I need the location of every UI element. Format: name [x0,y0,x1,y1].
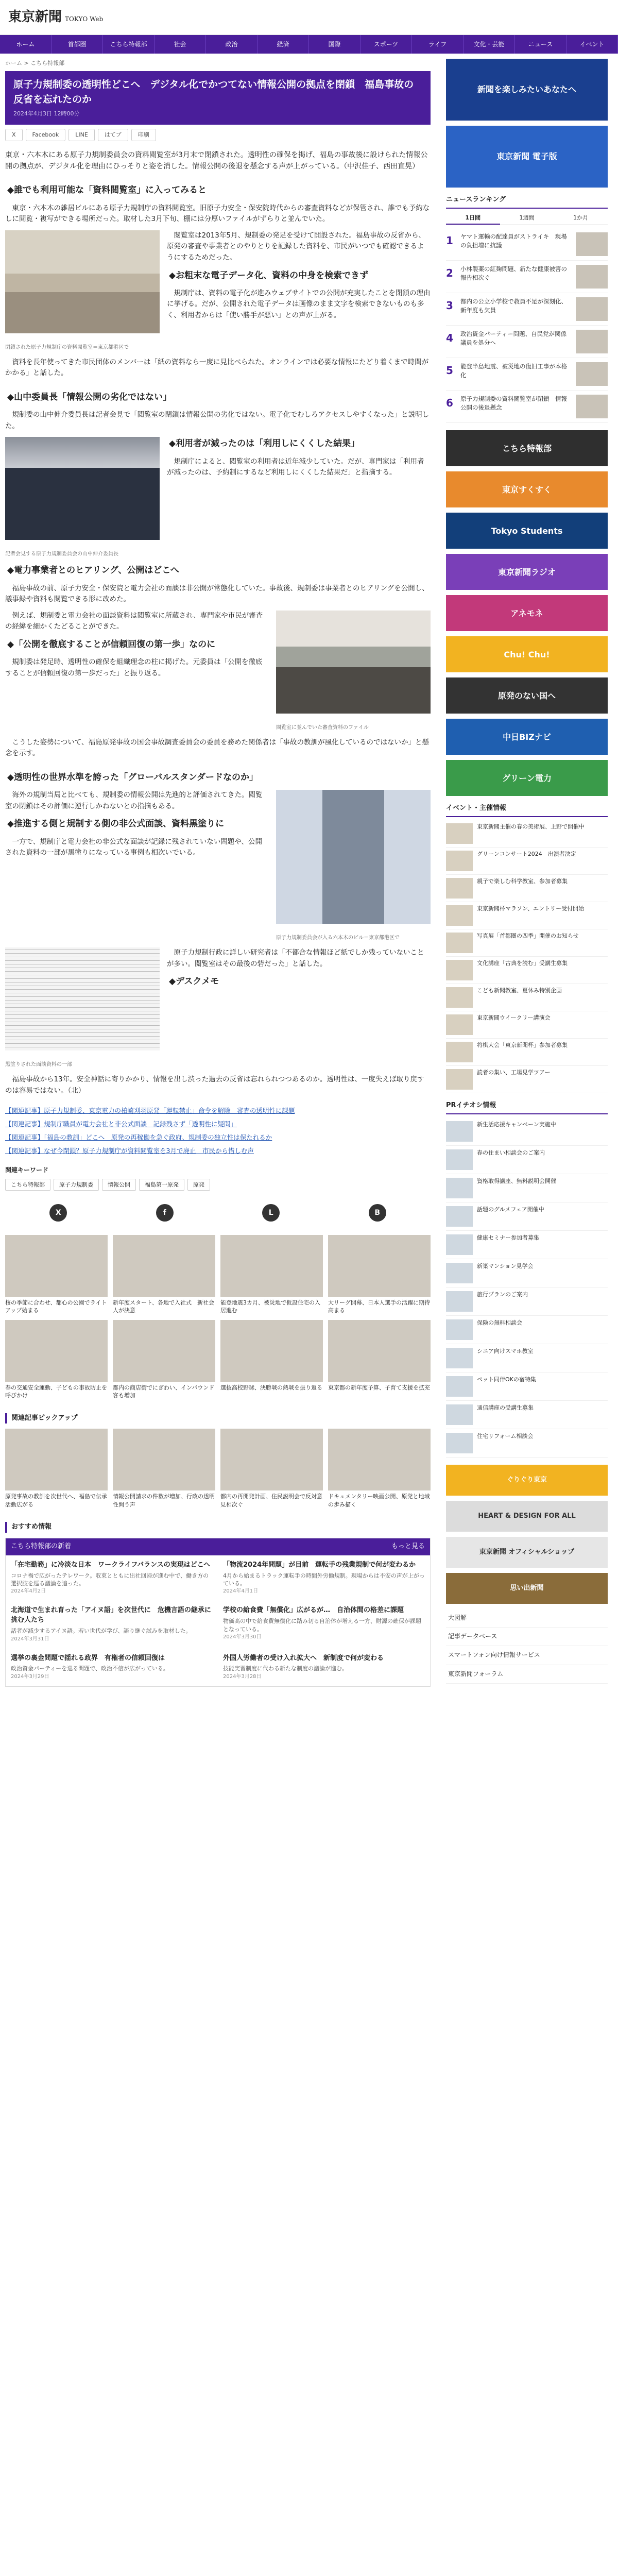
related-links [5,1106,431,1156]
small-banner[interactable]: 東京新聞 オフィシャルショップ [446,1537,608,1568]
share-button[interactable]: 印刷 [131,129,156,141]
paragraph: 福島事故から13年。安全神話に寄りかかり、情報を出し渋った過去の反省は忘れられつつあるのか。透明性は、一度失えば取り戻すのは容易ではない。（北） [5,1075,424,1095]
news-card[interactable] [328,1429,431,1509]
new-articles-box [5,1538,431,1687]
nav-item[interactable]: 国際 [309,35,360,54]
event-thumbnail [446,960,473,980]
event-title: グリーンコンサート2024 出演者決定 [477,851,576,858]
sidebar-banner[interactable]: アネモネ [446,595,608,631]
paragraph: 海外の規制当局と比べても、規制委の情報公開は先進的と評価されてきた。閲覧室の閉鎖はその評価に逆行しかねないとの指摘もある。 [5,791,263,810]
pr-thumbnail [446,1178,473,1198]
news-grid [5,1235,431,1400]
sns-icon[interactable]: B [369,1204,386,1222]
keyword-tag[interactable]: 原発 [187,1179,210,1191]
news-card[interactable] [113,1320,215,1400]
new-article-date: 2024年4月1日 [223,1588,259,1595]
card-title: 東京都の新年度予算、子育て支援を拡充 [328,1384,430,1391]
keyword-tags [5,1179,431,1191]
rank-thumbnail [576,232,608,256]
nav-item[interactable]: 文化・芸能 [464,35,515,54]
rank-number: 2 [446,267,453,280]
related-link[interactable]: 【関連記事】なぜ今閉鎖？原子力規制庁が資料閲覧室を3月で廃止 市民から惜しむ声 [5,1147,254,1155]
sidebar-banner[interactable]: 中日BIZナビ [446,719,608,755]
nav-item[interactable]: 政治 [206,35,258,54]
card-title: ドキュメンタリー映画公開、原発と地域の歩み描く [328,1493,430,1508]
pr-title: 資格取得講座、無料説明会開催 [477,1177,556,1184]
sidebar-link[interactable]: 大図解 [446,1609,608,1628]
card-title: 都内の再開発計画、住民説明会で反対意見相次ぐ [220,1493,322,1508]
paragraph: 規制庁によると、閲覧室の利用者は近年減少していた。だが、専門家は「利用者が減ったのは、予約制にするなど利用しにくくした結果だ」と指摘する。 [167,457,424,477]
card-thumbnail [5,1320,108,1382]
new-article-date: 2024年3月31日 [11,1636,49,1642]
news-card[interactable] [328,1320,431,1400]
pr-thumbnail [446,1433,473,1453]
new-article-summary: 物価高の中で給食費無償化に踏み切る自治体が増える一方、財源の確保が課題となっている。 [223,1618,421,1633]
new-article-title: 学校の給食費「無償化」広がるが… 自治体間の格差に課題 [223,1606,404,1615]
event-title: 将棋大会「東京新聞杯」参加者募集 [477,1042,568,1049]
pickup-title: 関連記事ピックアップ [5,1413,431,1424]
sns-icon[interactable]: L [262,1204,280,1222]
related-link[interactable]: 【関連記事】規制庁職員が電力会社と非公式面談 記録残さず「透明性に疑問」 [5,1120,237,1128]
card-thumbnail [220,1429,323,1490]
news-card[interactable] [5,1235,108,1315]
sidebar-banner[interactable]: こちら特報部 [446,430,608,466]
article-title: 原子力規制委の透明性どこへ デジタル化でかつてない情報公開の拠点を閉鎖 福島事故の反省を忘れたのか [13,78,414,106]
photo-caption: 閲覧室に並んでいた審査資料のファイル [276,724,369,731]
recommend-title: おすすめ情報 [5,1522,431,1533]
nav-item[interactable]: こちら特報部 [103,35,154,54]
main-column [5,54,438,1687]
new-article-title: 外国人労働者の受け入れ拡大へ 新制度で何が変わる [223,1654,384,1662]
sidebar-banner[interactable]: グリーン電力 [446,760,608,796]
nav-item[interactable]: 経済 [258,35,309,54]
related-item [5,1146,431,1156]
news-card[interactable] [113,1429,215,1509]
paragraph: 例えば、規制委と電力会社の面談資料は閲覧室に所蔵され、専門家や市民が審査の経緯を細かくたどることができた。 [5,611,263,631]
reading-room-photo [5,230,160,350]
events-title: イベント・主催情報 [446,803,608,817]
rank-thumbnail [576,362,608,386]
article-date: 2024年4月3日 12時00分 [13,110,80,117]
card-title: 大リーグ開幕、日本人選手の活躍に期待高まる [328,1299,430,1314]
pr-title: 新築マンション見学会 [477,1262,534,1269]
new-article-summary: 政治資金パーティーを巡る問題で、政治不信が広がっている。 [11,1665,169,1672]
photo-caption: 記者会見する原子力規制委員会の山中伸介委員長 [5,551,118,557]
small-banner[interactable]: 思い出新聞 [446,1573,608,1604]
news-card[interactable] [220,1429,323,1509]
share-button[interactable]: はてブ [98,129,128,141]
event-title: 東京新聞杯マラソン、エントリー受付開始 [477,905,585,912]
section-heading: ◆利用者が減ったのは「利用しにくくした結果」 [169,438,360,449]
new-article-summary: コロナ禍で広がったテレワーク。収束とともに出社回帰が進む中で、働き方の選択肢を巡る議論を追った。 [11,1572,209,1587]
breadcrumb[interactable]: ホーム > こちら特報部 [5,60,65,66]
related-item [5,1119,431,1129]
photo-caption: 閉鎖された原子力規制庁の資料閲覧室＝東京都港区で [5,344,129,350]
box-title: こちら特報部の新着 [11,1543,72,1551]
card-thumbnail [328,1235,431,1297]
section-heading: ◆電力事業者とのヒアリング、公開はどこへ [7,565,179,576]
event-thumbnail [446,905,473,926]
paragraph: 規制委の山中伸介委員長は記者会見で「閲覧室の閉鎖は情報公開の劣化ではない。電子化でむしろアクセスしやすくなった」と説明した。 [5,411,430,430]
pr-thumbnail [446,1404,473,1425]
card-thumbnail [5,1429,108,1490]
section-heading: ◆透明性の世界水準を誇った「グローバルスタンダードなのか」 [7,772,259,783]
event-item[interactable] [446,848,608,875]
pr-title: 新生活応援キャンペーン実施中 [477,1121,556,1128]
keywords-label: 関連キーワード [5,1166,49,1174]
news-card[interactable] [220,1235,323,1315]
news-card[interactable] [113,1235,215,1315]
sidebar-link[interactable]: 記事データベース [446,1628,608,1646]
section-heading: ◆山中委員長「情報公開の劣化ではない」 [7,392,172,402]
sidebar-link[interactable]: スマートフォン向け情報サービス [446,1646,608,1665]
card-title: 桜の季節に合わせ、都心の公園でライトアップ始まる [5,1299,107,1314]
new-article-item[interactable] [223,1654,425,1681]
event-title: 東京新聞主催の春の美術展、上野で開催中 [477,823,585,831]
card-thumbnail [113,1235,215,1297]
card-thumbnail [113,1320,215,1382]
rank-title: 政治資金パーティー問題、自民党が関係議員を処分へ [460,330,567,347]
event-thumbnail [446,1042,473,1062]
pr-title: 話題のグルメフェア開催中 [477,1206,544,1213]
event-title: こども新聞教室、夏休み特別企画 [477,987,562,994]
card-thumbnail [220,1235,323,1297]
pr-title: 健康セミナー参加者募集 [477,1234,539,1241]
share-button[interactable]: Facebook [26,129,66,141]
new-article-item[interactable] [11,1561,213,1596]
related-link[interactable]: 【関連記事】「福島の教訓」どこへ 原発の再稼働を急ぐ政府、規制委の独立性は保たれるか [5,1133,272,1142]
paragraph: 東京・六本木の雑居ビルにある原子力規制庁の資料閲覧室。旧原子力安全・保安院時代からの審査資料などが保管され、誰でも予約なしに閲覧・複写ができる場所だった。取材した3月下旬、棚には分厚いファイルがずらりと並んでいた。 [5,204,430,224]
new-article-summary: 技能実習制度に代わる新たな制度の議論が進む。 [223,1665,348,1672]
pr-item[interactable] [446,1429,608,1458]
pr-item[interactable] [446,1287,608,1316]
new-article-summary: 4月から始まるトラック運転手の時間外労働規制。現場からは不安の声が上がっている。 [223,1572,425,1587]
news-card[interactable] [220,1320,323,1400]
card-title: 選抜高校野球、決勝戦の熱戦を振り返る [220,1384,322,1391]
keyword-tag[interactable]: 原子力規制委 [54,1179,99,1191]
sidebar-banner[interactable]: Chu! Chu! [446,636,608,672]
ranking-item[interactable] [446,293,608,326]
pr-item[interactable] [446,1117,608,1146]
article-headline [5,71,431,125]
card-title: 都内の商店街でにぎわい、インバウンド客も増加 [113,1384,215,1399]
building-photo [276,790,431,941]
ranking-item[interactable] [446,391,608,423]
card-title: 新年度スタート、各地で入社式 新社会人が決意 [113,1299,215,1314]
rank-number: 6 [446,397,453,410]
news-card[interactable] [5,1429,108,1509]
pr-thumbnail [446,1206,473,1227]
new-article-title: 「物流2024年問題」が目前 運転手の残業規制で何が変わるか [223,1561,416,1569]
new-article-title: 選挙の裏金問題で揺れる政界 有権者の信頼回復は [11,1654,165,1662]
new-article-item[interactable] [223,1561,425,1596]
pr-title: PRイチオシ情報 [446,1100,608,1114]
pr-title: 住宅リフォーム相談会 [477,1432,534,1439]
event-title: 読者の集い、工場見学ツアー [477,1069,551,1076]
event-item[interactable] [446,929,608,957]
photo-caption: 原子力規制委員会が入る六本木のビル＝東京都港区で [276,935,400,941]
site-logo[interactable]: 東京新聞 TOKYO Web [8,9,104,25]
ranking-tab[interactable]: 1か月 [573,214,589,221]
card-thumbnail [113,1429,215,1490]
rank-title: 小林製薬の紅麹問題、新たな健康被害の報告相次ぐ [460,265,567,282]
pr-item[interactable] [446,1372,608,1401]
nav-item[interactable]: ホーム [0,35,52,54]
rank-title: 能登半島地震、被災地の復旧工事が本格化 [460,363,567,379]
event-thumbnail [446,1014,473,1035]
section-heading: ◆「公開を徹底することが信頼回復の第一歩」なのに [7,639,216,650]
paragraph: 規制委は発足時、透明性の確保を組織理念の柱に掲げた。元委員は「公開を徹底することが信頼回復の第一歩だった」と振り返る。 [5,658,263,677]
nav-item[interactable]: ライフ [412,35,464,54]
paragraph: 閲覧室は2013年5月、規制委の発足を受けて開設された。福島事故の反省から、原発の審査や事業者とのやりとりを記録した資料を、市民がいつでも確認できるようにするためだった。 [167,231,425,262]
keyword-tag[interactable]: こちら特報部 [5,1179,50,1191]
event-item[interactable] [446,984,608,1011]
photo-caption: 黒塗りされた面談資料の一部 [5,1062,72,1068]
ranking-tab[interactable]: 1日間 [446,212,500,225]
rank-number: 5 [446,364,453,377]
article-lead: 東京・六本木にある原子力規制委員会の資料閲覧室が3月末で閉鎖された。透明性の確保を掲げ、福島の事故後に設けられた情報公開の拠点が、デジタル化を理由にひっそりと姿を消した。情報公開の後退を懸念する声が上がっている。（中沢佳子、西田直晃） [5,150,428,171]
pr-thumbnail [446,1121,473,1142]
pr-thumbnail [446,1348,473,1368]
nav-item[interactable]: 首都圏 [52,35,103,54]
pr-item[interactable] [446,1401,608,1429]
event-item[interactable] [446,957,608,984]
paragraph: 規制庁は、資料の電子化が進みウェブサイトでの公開が充実したことを閉鎖の理由に挙げる。だが、公開された電子データは画像のまま文字を検索できないものも多く、利用者からは「使い勝手が悪い」との声が上がる。 [167,289,431,319]
event-thumbnail [446,933,473,953]
chairman-photo [5,437,160,557]
pr-item[interactable] [446,1344,608,1372]
small-banner[interactable]: HEART & DESIGN FOR ALL [446,1501,608,1532]
pr-title: 保険の無料相談会 [477,1319,522,1326]
pickup-grid [5,1429,431,1509]
event-item[interactable] [446,875,608,902]
pr-title: 通信講座の受講生募集 [477,1404,534,1411]
rank-thumbnail [576,395,608,418]
event-item[interactable] [446,1011,608,1039]
sidebar-banner[interactable]: Tokyo Students [446,513,608,549]
card-thumbnail [328,1429,431,1490]
event-thumbnail [446,823,473,844]
card-title: 原発事故の教訓を次世代へ、福島で伝承活動広がる [5,1493,107,1508]
sidebar-link[interactable]: 東京新聞フォーラム [446,1665,608,1684]
keyword-tag[interactable]: 情報公開 [102,1179,136,1191]
pr-thumbnail [446,1263,473,1283]
pr-item[interactable] [446,1202,608,1231]
share-button[interactable]: X [5,129,23,141]
event-item[interactable] [446,902,608,929]
nav-item[interactable]: イベント [566,35,618,54]
more-link[interactable]: もっと見る [391,1543,425,1551]
new-article-date: 2024年3月29日 [11,1673,49,1680]
pr-title: 旅行プランのご案内 [477,1291,528,1298]
small-banner[interactable]: ぐりぐり東京 [446,1465,608,1496]
section-heading: ◆お粗末な電子データ化、資料の中身を検索できず [169,270,369,281]
sidebar-ad[interactable]: 新聞を楽しみたいあなたへ [446,59,608,121]
pr-thumbnail [446,1319,473,1340]
ranking-item[interactable] [446,261,608,293]
paragraph: 資料を長年使ってきた市民団体のメンバーは「紙の資料なら一度に見比べられた。オンラインでは必要な情報にたどり着くまで時間がかかる」と話した。 [5,358,429,378]
card-thumbnail [5,1235,108,1297]
event-title: 親子で楽しむ科学教室、参加者募集 [477,878,568,885]
pr-thumbnail [446,1234,473,1255]
event-title: 東京新聞ウイークリー講演会 [477,1014,551,1022]
new-article-item[interactable] [11,1606,213,1643]
pr-item[interactable] [446,1259,608,1287]
section-heading: ◆誰でも利用可能な「資料閲覧室」に入ってみると [7,185,207,196]
file-shelf-photo [276,611,431,731]
event-item[interactable] [446,820,608,848]
rank-title: 都内の公立小学校で教員不足が深刻化、新年度も欠員 [460,298,567,314]
new-article-date: 2024年4月2日 [11,1588,46,1595]
nav-item[interactable]: ニュース [515,35,566,54]
global-nav [0,35,618,54]
new-article-date: 2024年3月28日 [223,1673,262,1680]
pr-item[interactable] [446,1316,608,1344]
card-thumbnail [328,1320,431,1382]
section-heading: ◆デスクメモ [169,976,219,987]
rank-title: ヤマト運輸の配達員がストライキ 現場の負担増に抗議 [460,233,567,249]
nav-item[interactable]: スポーツ [360,35,412,54]
share-bar [5,125,431,141]
rank-title: 原子力規制委の資料閲覧室が閉鎖 情報公開の後退懸念 [460,395,567,412]
pr-title: ペット同伴OKの宿特集 [477,1376,536,1383]
related-link[interactable]: 【関連記事】原子力規制委、東京電力の柏崎刈羽原発「運転禁止」命令を解除 審査の透明性に課題 [5,1107,295,1115]
ranking-item[interactable] [446,358,608,391]
pr-thumbnail [446,1376,473,1397]
event-title: 写真展「首都圏の四季」開催のお知らせ [477,933,579,940]
pr-title: 春の住まい相談会のご案内 [477,1149,545,1156]
sidebar-banner[interactable]: 東京すくすく [446,471,608,507]
paragraph: 一方で、規制庁と電力会社の非公式な面談が記録に残されていない問題や、公開された資料の一部が黒塗りになっている事例も相次いでいる。 [5,837,262,857]
related-item [5,1132,431,1143]
event-item[interactable] [446,1039,608,1066]
card-thumbnail [220,1320,323,1382]
new-article-summary: 話者が減少するアイヌ語。若い世代が学び、語り継ぐ試みを取材した。 [11,1628,192,1635]
paragraph: 原子力規制行政に詳しい研究者は「不都合な情報ほど紙でしか残っていないことが多い。閲覧室はその最後の砦だった」と話した。 [167,948,424,968]
event-title: 文化講座「古典を読む」受講生募集 [477,960,568,967]
event-thumbnail [446,1069,473,1090]
pr-item[interactable] [446,1146,608,1174]
rank-number: 4 [446,332,453,345]
paragraph: 福島事故の前、原子力安全・保安院と電力会社の面談は非公開が常態化していた。事故後、規制委は事業者とのヒアリングを公開し、議事録や資料も閲覧できる形に改めた。 [5,584,429,604]
sidebar-banner[interactable]: 東京新聞ラジオ [446,554,608,590]
paragraph: こうした姿勢について、福島原発事故の国会事故調査委員会の委員を務めた関係者は「事故の教訓が風化しているのではないか」と懸念を示す。 [5,738,429,758]
pr-item[interactable] [446,1174,608,1202]
sidebar-banner[interactable]: 原発のない国へ [446,677,608,714]
new-article-item[interactable] [223,1606,425,1643]
new-article-title: 「在宅勤務」に冷淡な日本 ワークライフバランスの実現はどこへ [11,1561,211,1569]
event-thumbnail [446,878,473,899]
card-title: 春の交通安全運動、子どもの事故防止を呼びかけ [5,1384,107,1399]
sidebar-ad[interactable]: 東京新聞 電子版 [446,126,608,188]
sns-icon[interactable]: f [156,1204,174,1222]
news-card[interactable] [5,1320,108,1400]
related-item [5,1106,431,1116]
new-article-date: 2024年3月30日 [223,1634,262,1640]
pr-item[interactable] [446,1231,608,1259]
event-thumbnail [446,987,473,1008]
ranking-item[interactable] [446,326,608,358]
rank-number: 3 [446,299,453,312]
nav-item[interactable]: 社会 [154,35,206,54]
pr-thumbnail [446,1291,473,1312]
rank-thumbnail [576,330,608,353]
event-thumbnail [446,851,473,871]
new-article-title: 北海道で生まれ育った「アイヌ語」を次世代に 危機言語の継承に挑む人たち [11,1606,211,1624]
sns-share [5,1204,431,1222]
rank-thumbnail [576,265,608,289]
rank-thumbnail [576,297,608,321]
card-title: 能登地震3カ月、被災地で仮設住宅の入居進む [220,1299,320,1314]
keyword-tag[interactable]: 福島第一原発 [139,1179,184,1191]
new-article-item[interactable] [11,1654,213,1681]
sns-icon[interactable]: X [49,1204,67,1222]
ranking-title: ニュースランキング [446,195,608,209]
ranking-item[interactable] [446,228,608,261]
ranking-tabs [446,212,608,226]
site-header [0,0,618,35]
event-item[interactable] [446,1066,608,1093]
redacted-document-photo [5,947,160,1068]
pr-title: シニア向けスマホ教室 [477,1347,534,1354]
sidebar [438,54,608,1687]
rank-number: 1 [446,234,453,247]
pr-thumbnail [446,1149,473,1170]
share-button[interactable]: LINE [68,129,95,141]
section-heading: ◆推進する側と規制する側の非公式面談、資料黒塗りに [7,819,225,829]
card-title: 情報公開請求の件数が増加、行政の透明性問う声 [113,1493,215,1508]
ranking-tab[interactable]: 1週間 [519,214,535,221]
news-card[interactable] [328,1235,431,1315]
